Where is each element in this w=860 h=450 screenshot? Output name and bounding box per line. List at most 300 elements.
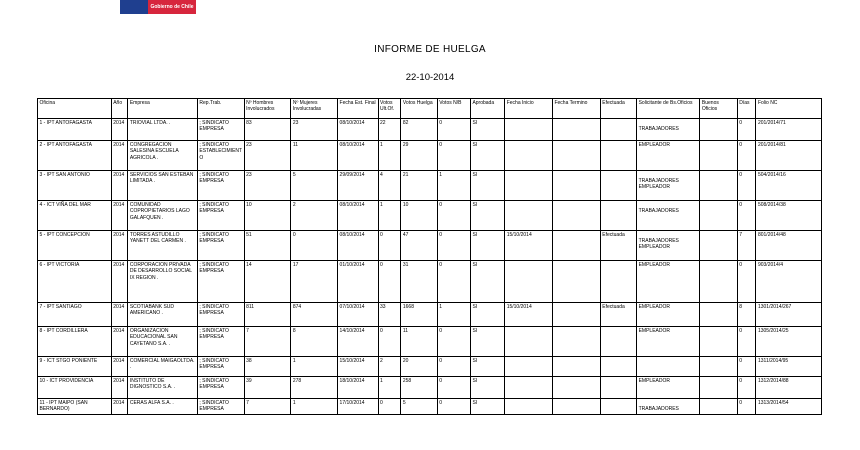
table-cell xyxy=(378,171,401,201)
cell-value: SI xyxy=(472,304,478,310)
table-cell xyxy=(737,399,756,415)
cell-value: 6 - IPT VICTORIA xyxy=(39,262,80,268)
cell-value: 2014 xyxy=(113,232,125,238)
table-cell xyxy=(244,201,291,231)
table-cell xyxy=(244,231,291,261)
table-cell xyxy=(737,171,756,201)
table-cell xyxy=(552,399,600,415)
table-cell xyxy=(401,357,437,377)
table-cell xyxy=(244,357,291,377)
cell-value: 258 xyxy=(402,378,412,384)
cell-value: 21 xyxy=(402,172,409,178)
table-cell xyxy=(338,201,378,231)
cell-value: 2014 xyxy=(113,262,125,268)
table-cell xyxy=(637,119,700,141)
column-header: Folio NC xyxy=(756,99,822,119)
table-cell xyxy=(244,399,291,415)
cell-value: 811 xyxy=(246,304,255,310)
cell-value: 38 xyxy=(246,358,252,364)
strike-report-table xyxy=(37,98,822,415)
cell-value: ; SINDICATO EMPRESA xyxy=(199,304,229,317)
table-cell xyxy=(111,377,128,399)
table-cell xyxy=(38,119,112,141)
cell-value: 0 xyxy=(380,400,383,406)
column-header: Oficina xyxy=(38,99,112,119)
table-cell xyxy=(401,377,437,399)
table-cell xyxy=(401,119,437,141)
table-cell xyxy=(470,231,504,261)
cell-value: SI xyxy=(472,232,478,238)
column-header: Efectuada xyxy=(600,99,636,119)
table-cell xyxy=(756,231,822,261)
cell-value: 1 xyxy=(292,400,296,406)
cell-value: 4 - ICT VIÑA DEL MAR xyxy=(39,202,91,208)
table-header-row xyxy=(38,99,822,119)
cell-value: 874 xyxy=(292,304,302,310)
table-cell xyxy=(600,327,636,357)
table-cell xyxy=(700,201,737,231)
table-cell xyxy=(637,141,700,171)
table-cell xyxy=(505,327,553,357)
table-cell xyxy=(756,399,822,415)
cell-value: 0 xyxy=(739,262,743,268)
cell-value: 903/2014/4 xyxy=(757,262,783,268)
cell-value: 08/10/2014 xyxy=(339,232,365,238)
cell-value: 2014 xyxy=(113,120,125,126)
table-cell xyxy=(600,231,636,261)
table-cell xyxy=(291,119,338,141)
cell-value: 01/10/2014 xyxy=(339,262,365,268)
table-cell xyxy=(291,357,338,377)
table-cell xyxy=(378,303,401,327)
table-cell xyxy=(197,377,244,399)
table-cell xyxy=(338,119,378,141)
table-cell xyxy=(756,327,822,357)
cell-value: 10 - ICT PROVIDENCIA xyxy=(39,378,94,384)
cell-value: 3 - IPT SAN ANTONIO xyxy=(39,172,90,178)
table-cell xyxy=(338,141,378,171)
table-cell xyxy=(700,399,737,415)
table-cell xyxy=(437,357,470,377)
table-cell xyxy=(637,327,700,357)
table-cell xyxy=(700,303,737,327)
cell-value: 1313/2014/54 xyxy=(757,400,789,406)
table-cell xyxy=(128,171,198,201)
cell-value: 33 xyxy=(380,304,386,310)
table-cell xyxy=(552,261,600,303)
table-cell xyxy=(338,399,378,415)
cell-value: CORPORACION PRIVADA DE DESARROLLO SOCIAL IX REGION . xyxy=(129,262,192,281)
column-header: Nº Mujeres Involucradas xyxy=(291,99,338,119)
table-cell xyxy=(637,357,700,377)
logo-blue-block xyxy=(120,0,148,14)
cell-value: 1312/2014/88 xyxy=(757,378,789,384)
table-cell xyxy=(637,377,700,399)
table-cell xyxy=(437,327,470,357)
table-cell xyxy=(737,261,756,303)
table-cell xyxy=(505,119,553,141)
table-cell xyxy=(401,399,437,415)
table-cell xyxy=(244,303,291,327)
table-cell xyxy=(378,261,401,303)
table-cell xyxy=(637,261,700,303)
table-cell xyxy=(338,357,378,377)
table-cell xyxy=(378,231,401,261)
column-header: Votos Ult.Of. xyxy=(378,99,401,119)
table-cell xyxy=(700,261,737,303)
table-cell xyxy=(197,231,244,261)
table-cell xyxy=(552,303,600,327)
table-cell xyxy=(437,201,470,231)
table-cell xyxy=(552,119,600,141)
cell-value: ; SINDICATO EMPRESA xyxy=(199,262,229,275)
table-cell xyxy=(737,377,756,399)
table-cell xyxy=(197,201,244,231)
table-row xyxy=(38,171,822,201)
column-header: Empresa xyxy=(128,99,198,119)
logo-red-block xyxy=(148,0,196,14)
cell-value: ; SINDICATO EMPRESA xyxy=(199,172,229,185)
column-header: Aprobada xyxy=(470,99,504,119)
table-cell xyxy=(756,377,822,399)
table-cell xyxy=(291,201,338,231)
cell-value: SI xyxy=(472,328,478,334)
cell-value: 0 xyxy=(292,232,296,238)
table-cell xyxy=(552,327,600,357)
cell-value: TRABAJADORES EMPLEADOR xyxy=(638,238,679,251)
table-cell xyxy=(637,231,700,261)
table-cell xyxy=(401,171,437,201)
cell-value: 11 - IPT MAIPO (SAN BERNARDO) xyxy=(39,400,88,413)
table-row xyxy=(38,399,822,415)
table-row xyxy=(38,357,822,377)
cell-value: 1 xyxy=(380,202,383,208)
table-cell xyxy=(378,119,401,141)
cell-value: 0 xyxy=(739,172,743,178)
cell-value: 0 xyxy=(380,232,383,238)
cell-value: 0 xyxy=(380,262,383,268)
cell-value: 2014 xyxy=(113,142,125,148)
table-cell xyxy=(401,201,437,231)
table-cell xyxy=(437,377,470,399)
cell-value: TRIOVIAL LTDA. . xyxy=(129,120,171,126)
table-cell xyxy=(128,303,198,327)
cell-value: Efectuada xyxy=(602,304,625,310)
cell-value: 8 - IPT CORDILLERA xyxy=(39,328,88,334)
table-cell xyxy=(128,119,198,141)
cell-value: 0 xyxy=(439,232,442,238)
cell-value: 39 xyxy=(246,378,252,384)
table-cell xyxy=(197,357,244,377)
column-header: Buenos Oficios xyxy=(700,99,737,119)
column-header: Votos N/B xyxy=(437,99,470,119)
column-header: Votos Huelga xyxy=(401,99,437,119)
cell-value: 08/10/2014 xyxy=(339,202,365,208)
table-cell xyxy=(111,327,128,357)
table-cell xyxy=(111,261,128,303)
table-cell xyxy=(700,377,737,399)
cell-value: INSTITUTO DE DIGNOSTICO S.A. . xyxy=(129,378,176,391)
table-cell xyxy=(756,357,822,377)
table-cell xyxy=(470,171,504,201)
cell-value: 0 xyxy=(439,328,442,334)
table-cell xyxy=(38,357,112,377)
cell-value: 31 xyxy=(402,262,409,268)
table-cell xyxy=(128,141,198,171)
cell-value: SI xyxy=(472,202,478,208)
table-cell xyxy=(637,303,700,327)
cell-value: 5 xyxy=(292,172,296,178)
table-cell xyxy=(291,171,338,201)
table-cell xyxy=(338,261,378,303)
table-cell xyxy=(700,231,737,261)
table-cell xyxy=(401,141,437,171)
table-cell xyxy=(505,201,553,231)
cell-value: SI xyxy=(472,400,478,406)
cell-value: 15/10/2014 xyxy=(506,304,532,310)
cell-value: Efectuada xyxy=(602,232,625,238)
cell-value: 08/10/2014 xyxy=(339,142,365,148)
cell-value: 20 xyxy=(402,358,409,364)
cell-value: 07/10/2014 xyxy=(339,304,365,310)
table-cell xyxy=(338,327,378,357)
cell-value: 0 xyxy=(439,358,442,364)
table-cell xyxy=(338,171,378,201)
table-cell xyxy=(291,303,338,327)
table-cell xyxy=(470,303,504,327)
column-header: Rep.Trab. xyxy=(197,99,244,119)
table-cell xyxy=(470,119,504,141)
logo-text: Gobierno de Chile xyxy=(150,4,194,10)
table-cell xyxy=(437,399,470,415)
table-cell xyxy=(552,171,600,201)
cell-value: 7 xyxy=(246,328,249,334)
cell-value: EMPLEADOR xyxy=(638,262,670,268)
cell-value: 17/10/2014 xyxy=(339,400,365,406)
table-cell xyxy=(600,201,636,231)
cell-value: 5 - IPT CONCEPCION xyxy=(39,232,90,238)
cell-value: EMPLEADOR xyxy=(638,328,670,334)
cell-value: 0 xyxy=(739,328,743,334)
cell-value: 0 xyxy=(739,120,743,126)
cell-value: TRABAJADORES xyxy=(638,126,679,132)
table-cell xyxy=(111,201,128,231)
cell-value: 1 - IPT ANTOFAGASTA xyxy=(39,120,93,126)
cell-value: 2 xyxy=(292,202,296,208)
table-cell xyxy=(244,119,291,141)
cell-value: TRABAJADORES xyxy=(638,406,679,412)
table-cell xyxy=(244,141,291,171)
cell-value: ; SINDICATO EMPRESA xyxy=(199,400,229,413)
table-cell xyxy=(378,327,401,357)
cell-value: 83 xyxy=(246,120,252,126)
table-cell xyxy=(470,201,504,231)
table-cell xyxy=(637,399,700,415)
cell-value: 1301/2014/267 xyxy=(757,304,792,310)
table-cell xyxy=(244,327,291,357)
table-cell xyxy=(128,231,198,261)
table-cell xyxy=(737,231,756,261)
table-cell xyxy=(128,399,198,415)
table-cell xyxy=(737,303,756,327)
cell-value: 278 xyxy=(292,378,302,384)
cell-value: 47 xyxy=(402,232,409,238)
table-row xyxy=(38,261,822,303)
table-cell xyxy=(756,119,822,141)
table-cell xyxy=(600,303,636,327)
cell-value: 2014 xyxy=(113,400,125,406)
table-cell xyxy=(700,357,737,377)
table-row xyxy=(38,327,822,357)
table-row xyxy=(38,201,822,231)
table-cell xyxy=(378,377,401,399)
cell-value: TRABAJADORES EMPLEADOR xyxy=(638,178,679,191)
cell-value: CERAS ALFA S.A. . xyxy=(129,400,174,406)
table-cell xyxy=(737,327,756,357)
cell-value: 0 xyxy=(439,262,442,268)
table-cell xyxy=(637,171,700,201)
table-cell xyxy=(244,171,291,201)
table-cell xyxy=(128,327,198,357)
cell-value: 22 xyxy=(380,120,386,126)
table-row xyxy=(38,377,822,399)
table-cell xyxy=(700,327,737,357)
cell-value: 1 xyxy=(292,358,296,364)
cell-value: 0 xyxy=(739,400,743,406)
cell-value: 1 xyxy=(380,378,383,384)
cell-value: 8 xyxy=(292,328,296,334)
cell-value: 1 xyxy=(439,172,442,178)
table-cell xyxy=(197,399,244,415)
table-cell xyxy=(552,357,600,377)
table-cell xyxy=(38,141,112,171)
cell-value: 1 xyxy=(439,304,442,310)
table-cell xyxy=(128,377,198,399)
table-cell xyxy=(197,261,244,303)
cell-value: 23 xyxy=(246,172,252,178)
table-cell xyxy=(756,303,822,327)
cell-value: 29/09/2014 xyxy=(339,172,365,178)
table-cell xyxy=(197,327,244,357)
table-cell xyxy=(197,119,244,141)
table-row xyxy=(38,231,822,261)
cell-value: 10 xyxy=(246,202,252,208)
table-cell xyxy=(552,231,600,261)
cell-value: EMPLEADOR xyxy=(638,142,670,148)
table-cell xyxy=(378,357,401,377)
cell-value: SI xyxy=(472,262,478,268)
table-cell xyxy=(505,357,553,377)
table-cell xyxy=(600,357,636,377)
cell-value: 0 xyxy=(439,202,442,208)
table-cell xyxy=(111,171,128,201)
cell-value: 17 xyxy=(292,262,299,268)
table-cell xyxy=(128,201,198,231)
cell-value: 18/10/2014 xyxy=(339,378,365,384)
table-cell xyxy=(338,303,378,327)
cell-value: ; SINDICATO EMPRESA xyxy=(199,328,229,341)
cell-value: 15/10/2014 xyxy=(506,232,532,238)
cell-value: 14 xyxy=(246,262,252,268)
cell-value: EMPLEADOR xyxy=(638,378,670,384)
table-cell xyxy=(505,171,553,201)
cell-value: 0 xyxy=(439,120,442,126)
cell-value: 29 xyxy=(402,142,409,148)
table-cell xyxy=(38,261,112,303)
table-cell xyxy=(38,201,112,231)
table-cell xyxy=(111,399,128,415)
table-cell xyxy=(737,119,756,141)
cell-value: 82 xyxy=(402,120,409,126)
table-cell xyxy=(437,119,470,141)
cell-value: 0 xyxy=(439,142,442,148)
cell-value: 11 xyxy=(292,142,299,148)
table-cell xyxy=(756,201,822,231)
table-cell xyxy=(505,377,553,399)
table-cell xyxy=(470,357,504,377)
table-cell xyxy=(401,231,437,261)
cell-value: TORRES ASTUDILLO YANETT DEL CARMEN . xyxy=(129,232,186,245)
cell-value: 7 - IPT SANTIAGO xyxy=(39,304,82,310)
cell-value: 1305/2014/25 xyxy=(757,328,789,334)
table-cell xyxy=(437,261,470,303)
table-body xyxy=(38,119,822,415)
table-cell xyxy=(756,261,822,303)
column-header: Días xyxy=(737,99,756,119)
cell-value: 201/2014/71 xyxy=(757,120,786,126)
table-cell xyxy=(338,377,378,399)
column-header: Año xyxy=(111,99,128,119)
table-cell xyxy=(600,261,636,303)
cell-value: 1311/2014/95 xyxy=(757,358,789,364)
table-cell xyxy=(756,141,822,171)
table-cell xyxy=(197,141,244,171)
cell-value: 11 xyxy=(402,328,409,334)
table-cell xyxy=(552,377,600,399)
table-cell xyxy=(600,171,636,201)
cell-value: 801/2014/48 xyxy=(757,232,786,238)
table-cell xyxy=(291,399,338,415)
table-cell xyxy=(38,171,112,201)
table-cell xyxy=(700,119,737,141)
table-cell xyxy=(700,171,737,201)
column-header: Nº Hombres Involucrados xyxy=(244,99,291,119)
cell-value: ; SINDICATO ESTABLECIMIENTO xyxy=(199,142,243,161)
cell-value: SI xyxy=(472,358,478,364)
table-cell xyxy=(111,357,128,377)
cell-value: 9 - ICT STGO PONIENTE xyxy=(39,358,98,364)
table-cell xyxy=(505,141,553,171)
cell-value: COMUNIDAD COPROPIETARIOS LAGO GALAFQUEN . xyxy=(129,202,190,221)
column-header: Fecha Est. Final xyxy=(338,99,378,119)
table-cell xyxy=(291,231,338,261)
report-title: INFORME DE HUELGA xyxy=(374,44,486,55)
table-cell xyxy=(291,377,338,399)
cell-value: 1 xyxy=(380,142,383,148)
table-cell xyxy=(600,119,636,141)
cell-value: 1668 xyxy=(402,304,414,310)
cell-value: ORGANIZACION EDUCACIONAL SAN CAYETANO S.A. . xyxy=(129,328,178,347)
table-cell xyxy=(437,141,470,171)
table-cell xyxy=(378,141,401,171)
table-cell xyxy=(437,303,470,327)
table-cell xyxy=(38,377,112,399)
cell-value: EMPLEADOR xyxy=(638,304,670,310)
cell-value: COMERCIAL MAIGAOLTDA. . xyxy=(129,358,195,371)
table-cell xyxy=(291,141,338,171)
cell-value: 23 xyxy=(246,142,252,148)
cell-value: 10 xyxy=(402,202,409,208)
